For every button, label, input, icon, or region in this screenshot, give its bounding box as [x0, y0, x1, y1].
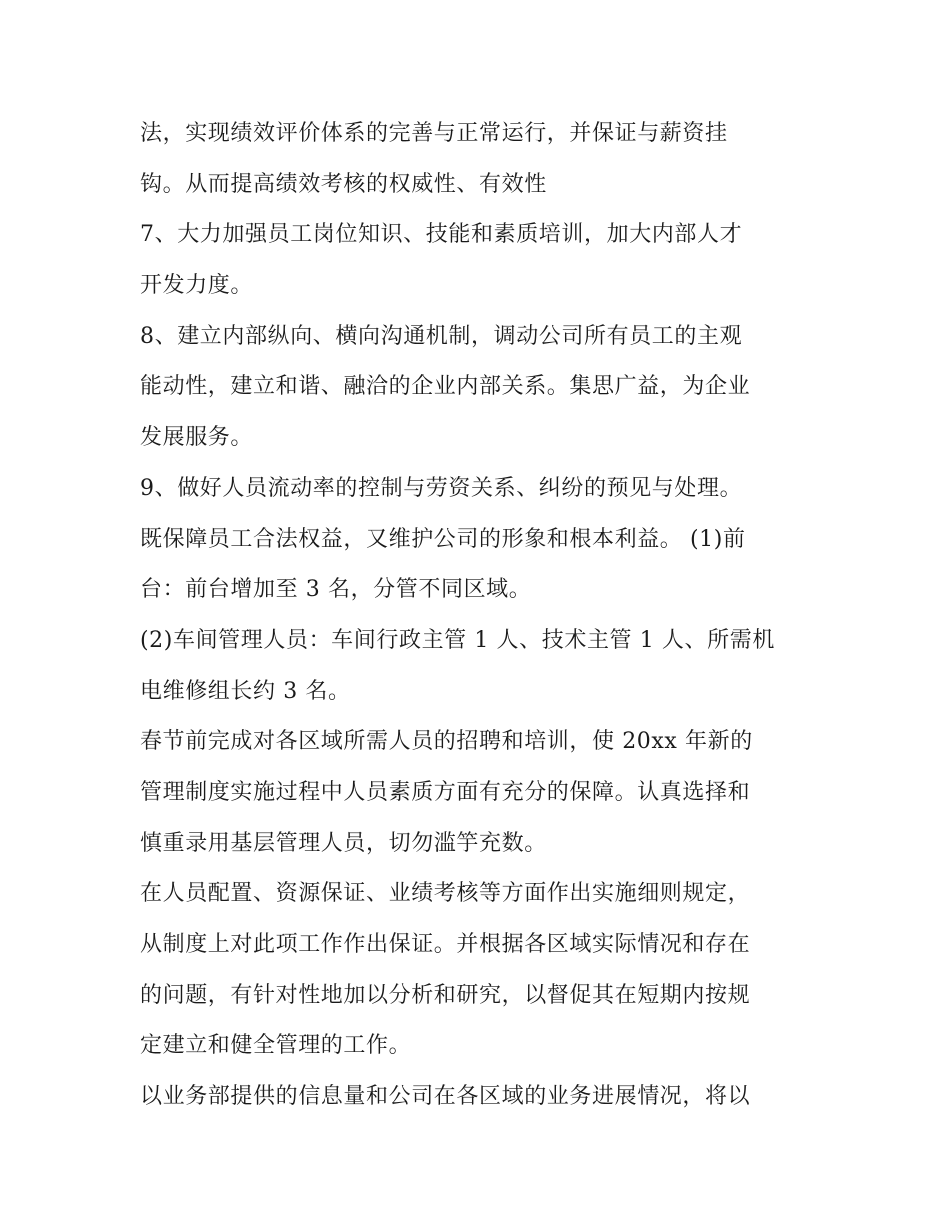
text-line: 慎重录用基层管理人员，切勿滥竽充数。	[140, 830, 547, 856]
text-line: 以业务部提供的信息量和公司在各区域的业务进展情况，将以	[140, 1084, 751, 1110]
text-line: (2)车间管理人员：车间行政主管 1 人、技术主管 1 人、所需机	[140, 627, 775, 653]
text-line: 法，实现绩效评价体系的完善与正常运行，并保证与薪资挂	[140, 121, 728, 146]
text-line: 开发力度。	[140, 273, 254, 299]
text-line: 电维修组长约 3 名。	[140, 678, 351, 704]
text-line: 从制度上对此项工作作出保证。并根据各区域实际情况和存在	[140, 932, 751, 957]
text-line: 能动性，建立和谐、融洽的企业内部关系。集思广益，为企业	[140, 374, 751, 400]
text-line: 8、建立内部纵向、横向沟通机制，调动公司所有员工的主观	[140, 323, 743, 349]
text-line: 9、做好人员流动率的控制与劳资关系、纠纷的预见与处理。	[140, 475, 743, 501]
body-text	[140, 109, 820, 1123]
text-line: 管理制度实施过程中人员素质方面有充分的保障。认真选择和	[140, 779, 751, 805]
text-line: 台：前台增加至 3 名，分管不同区域。	[140, 577, 532, 603]
text-line: 定建立和健全管理的工作。	[140, 1033, 412, 1059]
text-line: 在人员配置、资源保证、业绩考核等方面作出实施细则规定，	[140, 881, 751, 907]
text-line: 7、大力加强员工岗位知识、技能和素质培训，加大内部人才	[140, 222, 743, 248]
text-line: 既保障员工合法权益，又维护公司的形象和根本利益。 (1)前	[140, 526, 746, 552]
text-line: 的问题，有针对性地加以分析和研究，以督促其在短期内按规	[140, 982, 751, 1008]
text-line: 发展服务。	[140, 425, 254, 451]
text-line: 春节前完成对各区域所需人员的招聘和培训，使 20xx 年新的	[140, 729, 753, 755]
text-line: 钩。从而提高绩效考核的权威性、有效性	[140, 171, 547, 197]
